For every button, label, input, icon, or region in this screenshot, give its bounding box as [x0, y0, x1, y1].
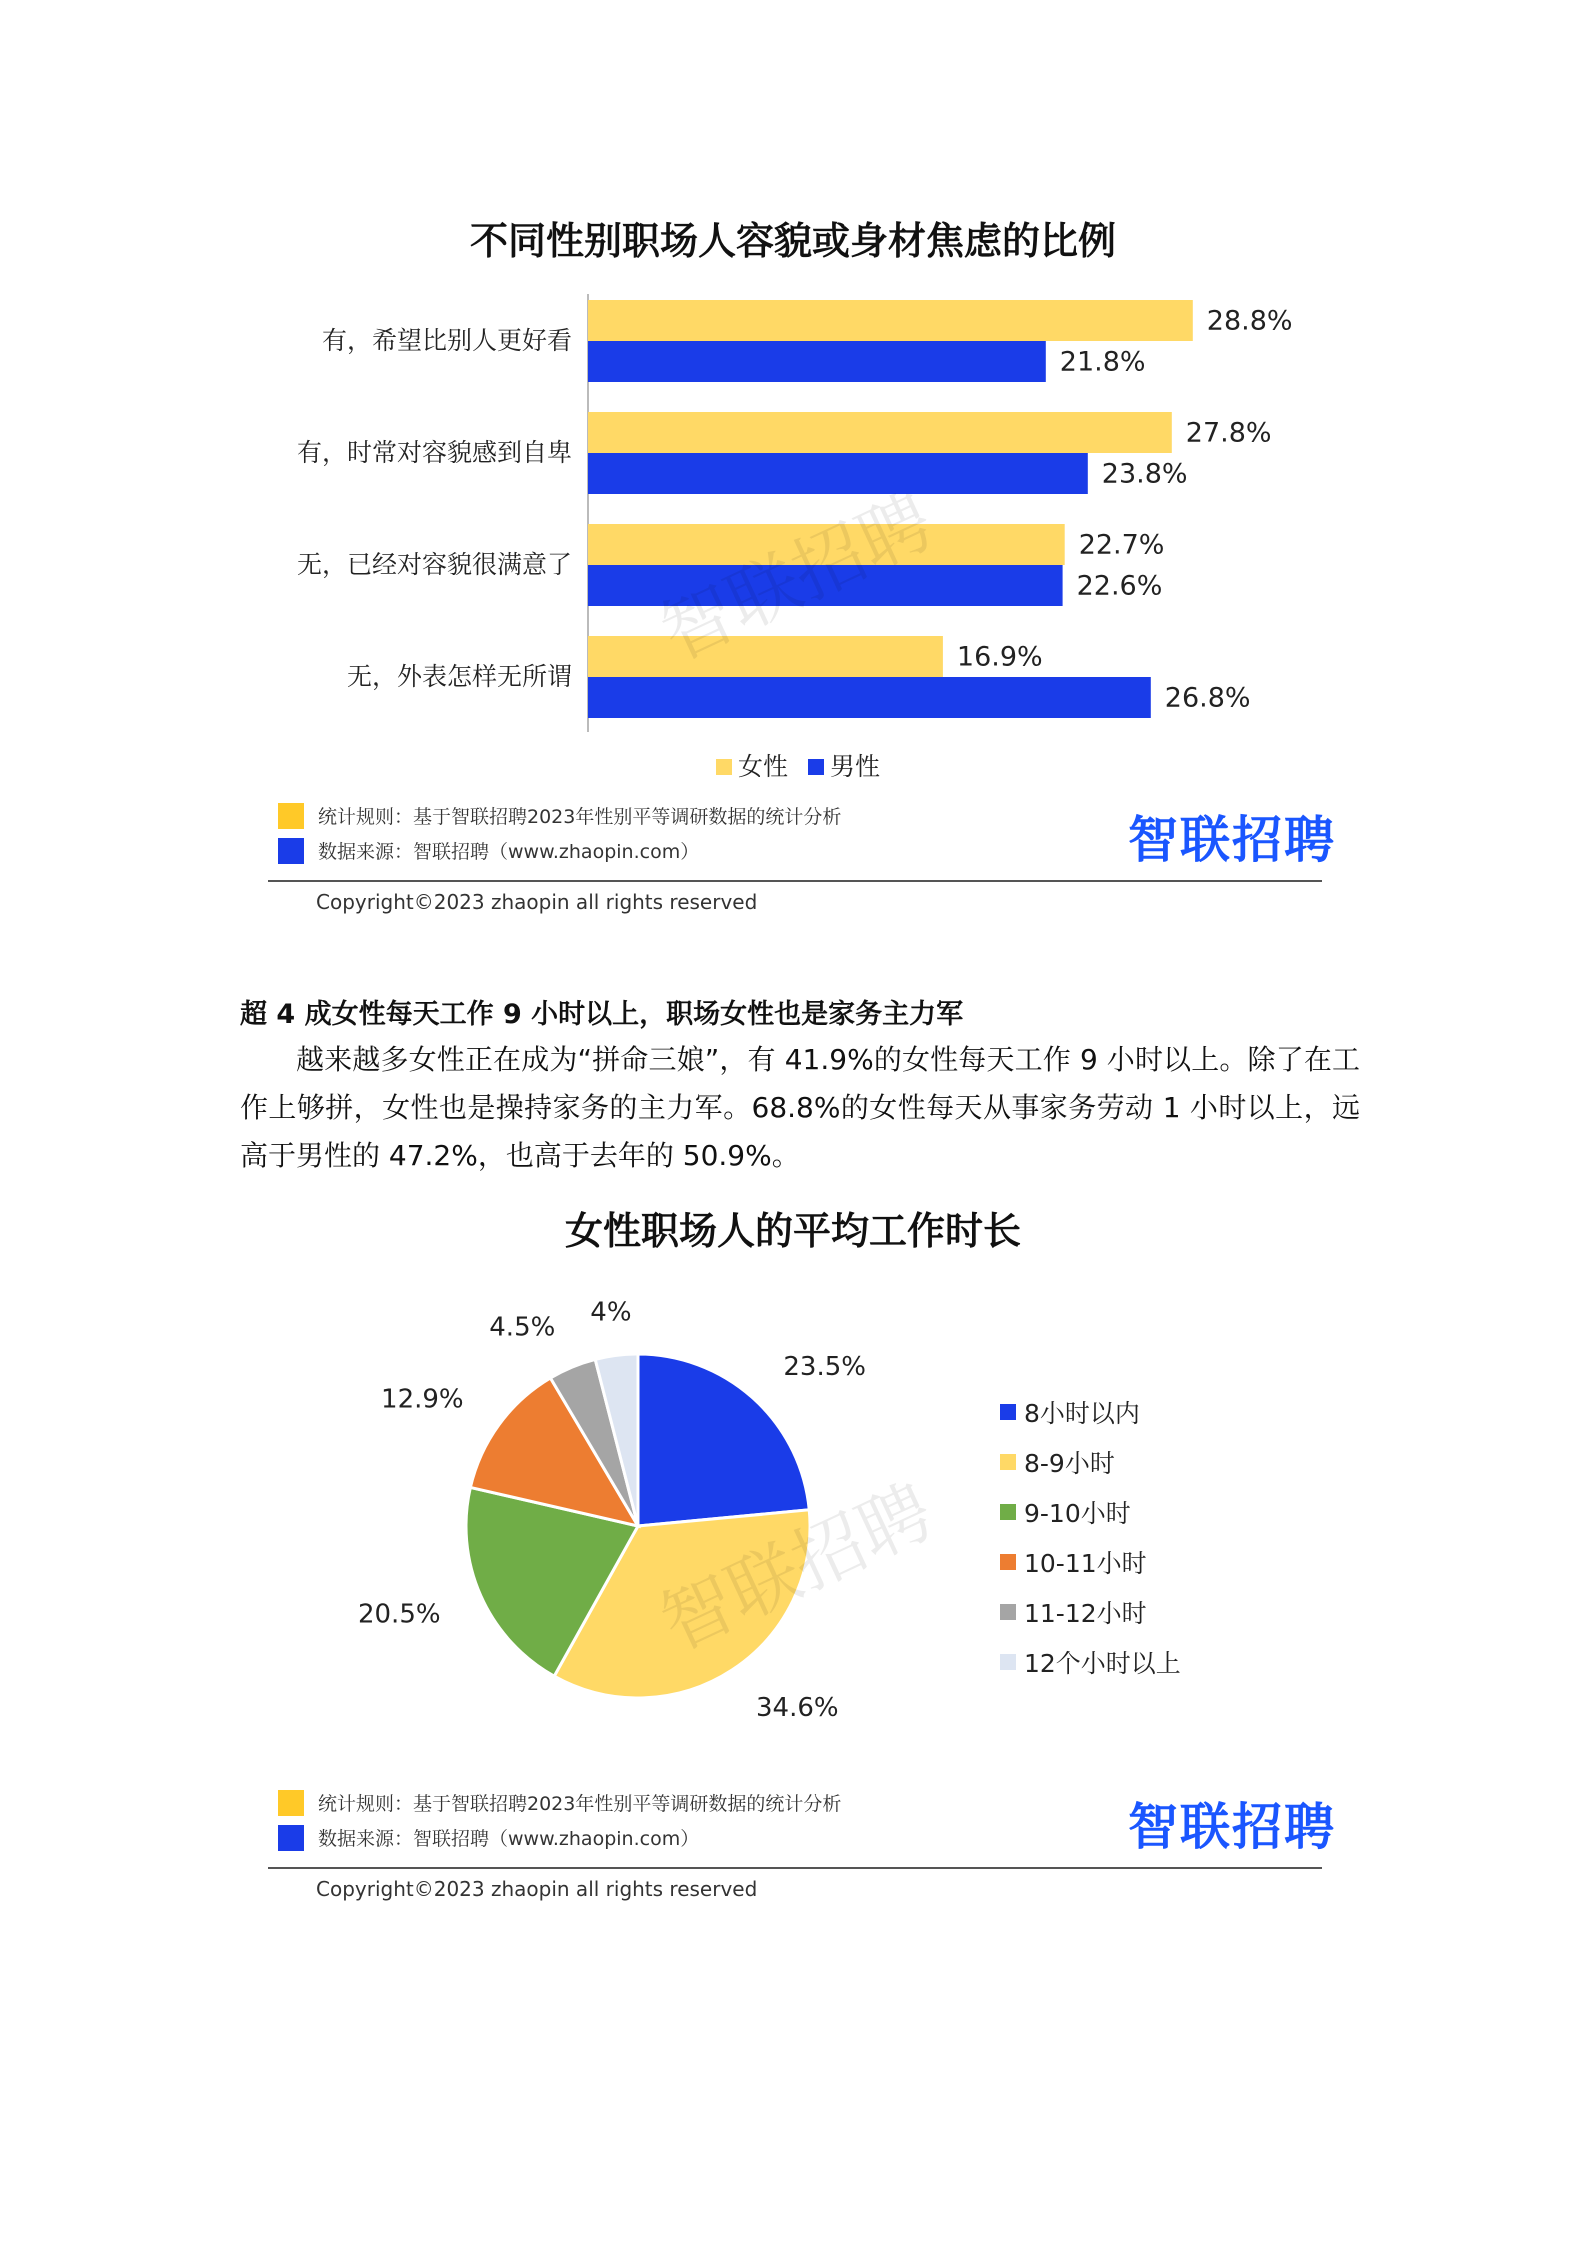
legend-label: 男性: [830, 752, 881, 781]
source-color-square: [278, 838, 304, 864]
data-label: 26.8%: [1164, 682, 1251, 714]
section-paragraph: 越来越多女性正在成为“拼命三娘”，有 41.9%的女性每天工作 9 小时以上。除了在工作上够拼，女性也是操持家务的主力军。68.8%的女性每天从事家务劳动 1 小时以上，远高于男性的 47.2%，也高于去年的 50.9%。: [240, 1043, 1360, 1172]
legend-item: [1000, 1444, 1115, 1480]
legend-item: [1000, 1494, 1131, 1530]
copyright: Copyright©2023 zhaopin all rights reserved: [316, 890, 758, 914]
data-label: 22.6%: [1076, 570, 1163, 602]
rule-label: 统计规则：基于智联招聘2023年性别平等调研数据的统计分析: [318, 806, 842, 828]
legend-label: 11-12小时: [1024, 1599, 1147, 1628]
legend-swatch: [1000, 1654, 1016, 1670]
slice-label: 23.5%: [783, 1352, 866, 1383]
bar-male: [588, 565, 1063, 606]
bar-source-note: [278, 837, 699, 864]
legend-swatch: [1000, 1604, 1016, 1620]
pie-chart-title: 女性职场人的平均工作时长: [564, 1209, 1021, 1253]
copyright: Copyright©2023 zhaopin all rights reserved: [316, 1877, 758, 1901]
legend-item: [1000, 1644, 1181, 1680]
slice-label: 4%: [590, 1297, 632, 1328]
footer-divider: [268, 1867, 1322, 1869]
bar-female: [588, 636, 943, 677]
legend-swatch: [1000, 1454, 1016, 1470]
data-label: 27.8%: [1185, 417, 1272, 449]
legend-swatch: [1000, 1504, 1016, 1520]
category-label: 无，已经对容貌很满意了: [296, 550, 572, 579]
data-label: 28.8%: [1206, 305, 1293, 337]
rule-color-square: [278, 1790, 304, 1816]
legend-label: 12个小时以上: [1024, 1649, 1181, 1678]
slice-label: 4.5%: [489, 1312, 556, 1343]
legend-label: 10-11小时: [1024, 1549, 1147, 1578]
slice-label: 34.6%: [756, 1692, 839, 1723]
zhaopin-logo: 智联招聘: [1128, 1798, 1336, 1856]
slice-label: 20.5%: [357, 1599, 441, 1630]
pie-source-note: [278, 1824, 699, 1851]
pie-chart: [0, 1280, 1586, 1740]
data-label: 22.7%: [1078, 529, 1165, 561]
data-label: 21.8%: [1059, 346, 1146, 378]
legend-swatch: [716, 759, 732, 775]
section-heading: 超 4 成女性每天工作 9 小时以上，职场女性也是家务主力军: [240, 999, 964, 1030]
bar-male: [588, 341, 1046, 382]
legend-item: [1000, 1544, 1147, 1580]
category-label: 有，希望比别人更好看: [321, 326, 572, 355]
source-label: 数据来源：智联招聘（www.zhaopin.com）: [318, 1828, 700, 1850]
rule-color-square: [278, 803, 304, 829]
category-label: 无，外表怎样无所谓: [346, 662, 572, 691]
legend-label: 女性: [738, 752, 789, 781]
bar-male: [588, 677, 1151, 718]
bar-female: [588, 412, 1172, 453]
legend-label: 8小时以内: [1024, 1399, 1140, 1428]
legend-item: [1000, 1594, 1147, 1630]
legend-swatch: [1000, 1404, 1016, 1420]
data-label: 23.8%: [1101, 458, 1188, 490]
bar-female: [588, 524, 1065, 565]
legend-label: 9-10小时: [1024, 1499, 1131, 1528]
bar-male: [588, 453, 1088, 494]
bar-chart-title: 不同性别职场人容貌或身材焦虑的比例: [469, 219, 1116, 263]
zhaopin-logo: 智联招聘: [1128, 811, 1336, 869]
bar-female: [588, 300, 1193, 341]
legend-swatch: [1000, 1554, 1016, 1570]
source-color-square: [278, 1825, 304, 1851]
legend-item: [1000, 1394, 1140, 1430]
category-label: 有，时常对容貌感到自卑: [296, 438, 572, 467]
legend-swatch: [808, 759, 824, 775]
source-label: 数据来源：智联招聘（www.zhaopin.com）: [318, 841, 700, 863]
bar-chart: [0, 280, 1586, 800]
bar-rule-note: [278, 802, 841, 829]
data-label: 16.9%: [956, 641, 1043, 673]
rule-label: 统计规则：基于智联招聘2023年性别平等调研数据的统计分析: [318, 1793, 842, 1815]
footer-divider: [268, 880, 1322, 882]
legend-label: 8-9小时: [1024, 1449, 1115, 1478]
slice-label: 12.9%: [381, 1384, 464, 1415]
pie-rule-note: [278, 1789, 841, 1816]
